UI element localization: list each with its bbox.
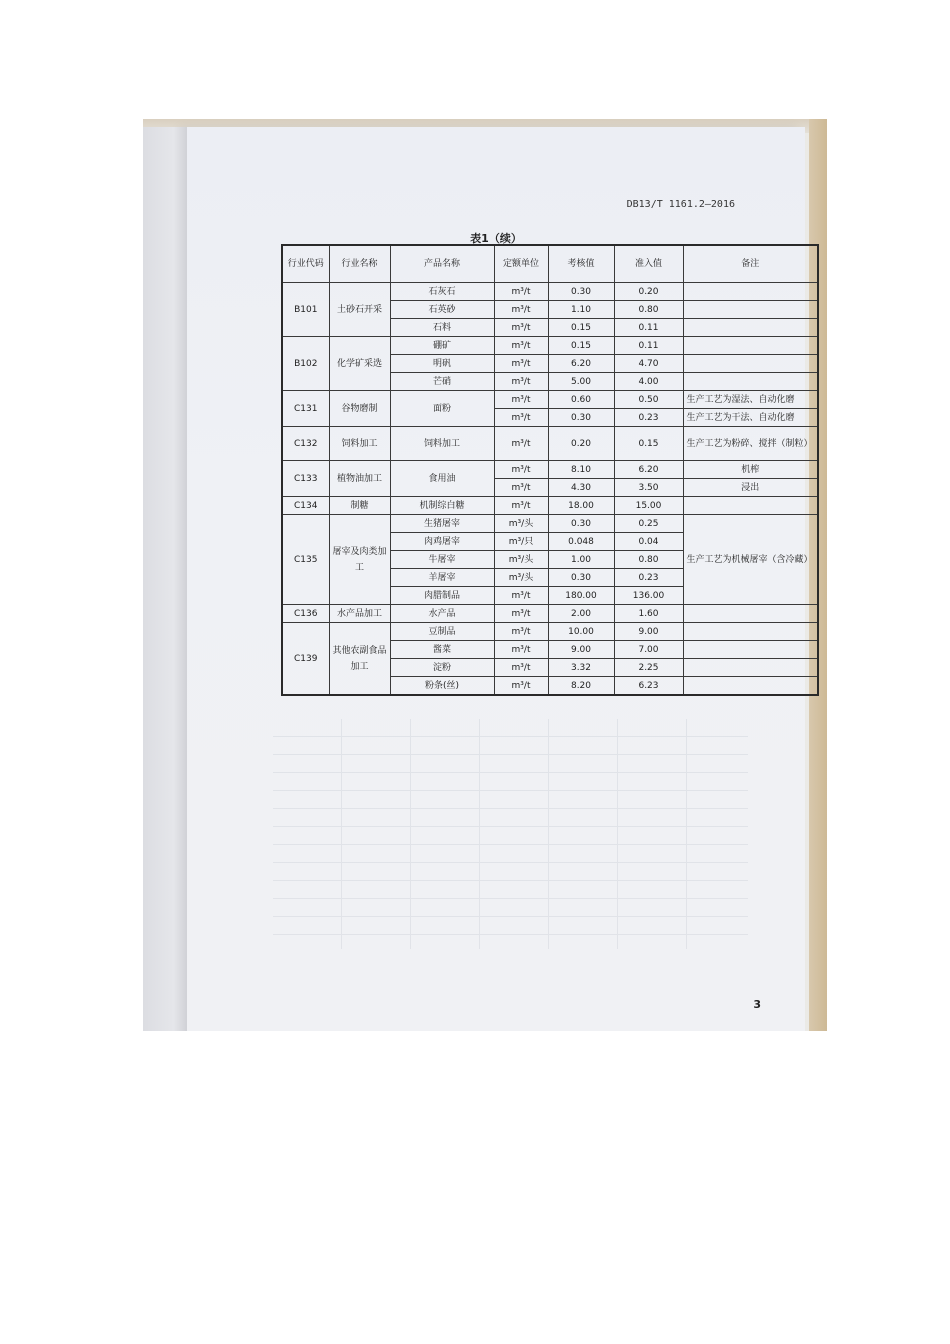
unit-cell: m³/t <box>494 641 548 659</box>
entry-value-cell: 0.80 <box>614 551 683 569</box>
water-quota-table <box>281 244 819 696</box>
product-cell: 酱菜 <box>390 641 494 659</box>
entry-value-cell: 1.60 <box>614 605 683 623</box>
unit-cell: m³/t <box>494 479 548 497</box>
check-value-cell: 0.30 <box>548 515 614 533</box>
note-cell <box>683 623 818 641</box>
note-cell <box>683 337 818 355</box>
check-value-cell: 8.10 <box>548 461 614 479</box>
check-value-cell: 0.048 <box>548 533 614 551</box>
unit-cell: m³/t <box>494 605 548 623</box>
entry-value-cell: 0.04 <box>614 533 683 551</box>
industry-code-cell: C139 <box>282 623 329 696</box>
entry-value-cell: 0.23 <box>614 569 683 587</box>
table-row <box>282 391 818 409</box>
check-value-cell: 1.00 <box>548 551 614 569</box>
product-cell: 粉条(丝) <box>390 677 494 696</box>
check-value-cell: 2.00 <box>548 605 614 623</box>
check-value-cell: 0.20 <box>548 427 614 461</box>
product-cell: 石灰石 <box>390 283 494 301</box>
table-row <box>282 427 818 461</box>
note-cell <box>683 659 818 677</box>
industry-name-cell: 水产品加工 <box>329 605 390 623</box>
entry-value-cell: 136.00 <box>614 587 683 605</box>
header-cell: 行业代码 <box>282 245 329 283</box>
unit-cell: m³/只 <box>494 533 548 551</box>
check-value-cell: 0.60 <box>548 391 614 409</box>
table-row <box>282 337 818 355</box>
entry-value-cell: 4.00 <box>614 373 683 391</box>
table-caption: 表1（续） <box>470 232 522 245</box>
entry-value-cell: 6.20 <box>614 461 683 479</box>
document-code: DB13/T 1161.2—2016 <box>626 199 735 210</box>
table-row <box>282 283 818 301</box>
note-cell <box>683 605 818 623</box>
unit-cell: m³/t <box>494 319 548 337</box>
header-cell: 备注 <box>683 245 818 283</box>
document-photo <box>143 119 827 1031</box>
note-cell: 生产工艺为机械屠宰（含冷藏） <box>683 515 818 605</box>
product-cell: 生猪屠宰 <box>390 515 494 533</box>
check-value-cell: 6.20 <box>548 355 614 373</box>
product-cell: 芒硝 <box>390 373 494 391</box>
unit-cell: m³/头 <box>494 551 548 569</box>
header-cell: 定额单位 <box>494 245 548 283</box>
table-row <box>282 623 818 641</box>
product-cell: 羊屠宰 <box>390 569 494 587</box>
note-cell: 浸出 <box>683 479 818 497</box>
entry-value-cell: 6.23 <box>614 677 683 696</box>
entry-value-cell: 0.15 <box>614 427 683 461</box>
check-value-cell: 0.30 <box>548 409 614 427</box>
entry-value-cell: 15.00 <box>614 497 683 515</box>
entry-value-cell: 0.23 <box>614 409 683 427</box>
product-cell: 豆制品 <box>390 623 494 641</box>
industry-code-cell: B101 <box>282 283 329 337</box>
industry-name-cell: 植物油加工 <box>329 461 390 497</box>
header-cell: 考核值 <box>548 245 614 283</box>
industry-code-cell: C133 <box>282 461 329 497</box>
unit-cell: m³/t <box>494 337 548 355</box>
header-cell: 准入值 <box>614 245 683 283</box>
entry-value-cell: 0.80 <box>614 301 683 319</box>
product-cell: 硼矿 <box>390 337 494 355</box>
product-cell: 肉鸡屠宰 <box>390 533 494 551</box>
entry-value-cell: 0.25 <box>614 515 683 533</box>
note-cell <box>683 677 818 696</box>
header-cell: 产品名称 <box>390 245 494 283</box>
entry-value-cell: 0.50 <box>614 391 683 409</box>
industry-name-cell: 其他农副食品加工 <box>329 623 390 696</box>
check-value-cell: 10.00 <box>548 623 614 641</box>
table-row <box>282 605 818 623</box>
unit-cell: m³/t <box>494 427 548 461</box>
check-value-cell: 5.00 <box>548 373 614 391</box>
note-cell <box>683 319 818 337</box>
table-row <box>282 515 818 533</box>
unit-cell: m³/t <box>494 373 548 391</box>
unit-cell: m³/t <box>494 659 548 677</box>
unit-cell: m³/t <box>494 461 548 479</box>
note-cell: 生产工艺为干法、自动化磨 <box>683 409 818 427</box>
check-value-cell: 3.32 <box>548 659 614 677</box>
header-cell: 行业名称 <box>329 245 390 283</box>
industry-name-cell: 屠宰及肉类加工 <box>329 515 390 605</box>
page-spine-shadow <box>143 127 187 1031</box>
product-cell: 食用油 <box>390 461 494 497</box>
note-cell <box>683 497 818 515</box>
unit-cell: m³/t <box>494 623 548 641</box>
note-cell <box>683 283 818 301</box>
note-cell <box>683 641 818 659</box>
header-row <box>282 245 818 283</box>
check-value-cell: 8.20 <box>548 677 614 696</box>
product-cell: 饲料加工 <box>390 427 494 461</box>
product-cell: 水产品 <box>390 605 494 623</box>
product-cell: 牛屠宰 <box>390 551 494 569</box>
table-row <box>282 497 818 515</box>
unit-cell: m³/t <box>494 391 548 409</box>
industry-code-cell: C132 <box>282 427 329 461</box>
document-page <box>187 127 813 1031</box>
note-cell: 生产工艺为湿法、自动化磨 <box>683 391 818 409</box>
product-cell: 石英砂 <box>390 301 494 319</box>
product-cell: 淀粉 <box>390 659 494 677</box>
unit-cell: m³/t <box>494 587 548 605</box>
check-value-cell: 180.00 <box>548 587 614 605</box>
page-number: 3 <box>753 998 761 1011</box>
note-cell: 机榨 <box>683 461 818 479</box>
check-value-cell: 18.00 <box>548 497 614 515</box>
entry-value-cell: 4.70 <box>614 355 683 373</box>
unit-cell: m³/头 <box>494 515 548 533</box>
product-cell: 明矾 <box>390 355 494 373</box>
entry-value-cell: 0.11 <box>614 319 683 337</box>
product-cell: 肉腊制品 <box>390 587 494 605</box>
unit-cell: m³/t <box>494 409 548 427</box>
check-value-cell: 0.30 <box>548 283 614 301</box>
note-cell <box>683 355 818 373</box>
check-value-cell: 4.30 <box>548 479 614 497</box>
unit-cell: m³/t <box>494 283 548 301</box>
note-cell: 生产工艺为粉碎、搅拌（制粒） <box>683 427 818 461</box>
product-cell: 机制综白糖 <box>390 497 494 515</box>
check-value-cell: 1.10 <box>548 301 614 319</box>
industry-code-cell: C135 <box>282 515 329 605</box>
entry-value-cell: 0.11 <box>614 337 683 355</box>
industry-name-cell: 化学矿采选 <box>329 337 390 391</box>
note-cell <box>683 373 818 391</box>
bleed-through-lines <box>273 719 748 949</box>
product-cell: 石料 <box>390 319 494 337</box>
table-row <box>282 461 818 479</box>
note-cell <box>683 301 818 319</box>
industry-name-cell: 谷物磨制 <box>329 391 390 427</box>
industry-code-cell: C134 <box>282 497 329 515</box>
unit-cell: m³/t <box>494 677 548 696</box>
check-value-cell: 9.00 <box>548 641 614 659</box>
entry-value-cell: 2.25 <box>614 659 683 677</box>
industry-name-cell: 土砂石开采 <box>329 283 390 337</box>
industry-name-cell: 制糖 <box>329 497 390 515</box>
product-cell: 面粉 <box>390 391 494 427</box>
check-value-cell: 0.15 <box>548 337 614 355</box>
industry-code-cell: C131 <box>282 391 329 427</box>
unit-cell: m³/头 <box>494 569 548 587</box>
unit-cell: m³/t <box>494 497 548 515</box>
check-value-cell: 0.15 <box>548 319 614 337</box>
industry-code-cell: C136 <box>282 605 329 623</box>
industry-name-cell: 饲料加工 <box>329 427 390 461</box>
unit-cell: m³/t <box>494 301 548 319</box>
unit-cell: m³/t <box>494 355 548 373</box>
industry-code-cell: B102 <box>282 337 329 391</box>
entry-value-cell: 9.00 <box>614 623 683 641</box>
entry-value-cell: 0.20 <box>614 283 683 301</box>
entry-value-cell: 3.50 <box>614 479 683 497</box>
entry-value-cell: 7.00 <box>614 641 683 659</box>
check-value-cell: 0.30 <box>548 569 614 587</box>
